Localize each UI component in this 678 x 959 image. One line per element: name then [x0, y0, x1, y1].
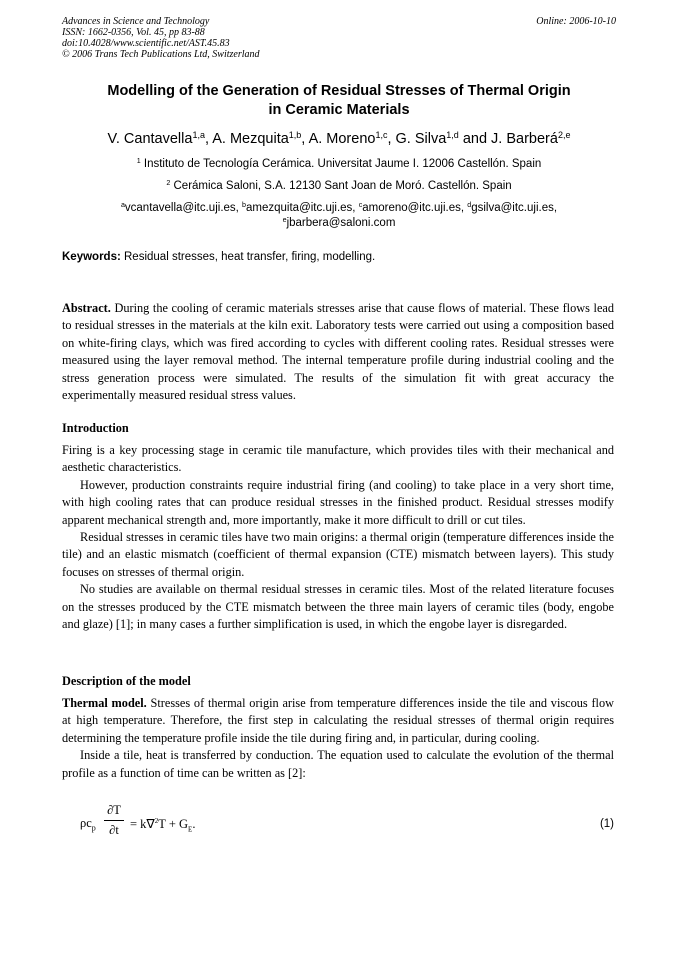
online-date: Online: 2006-10-10: [536, 16, 616, 27]
copyright-line: © 2006 Trans Tech Publications Ltd, Switzerland: [62, 49, 260, 60]
abstract-text: During the cooling of ceramic materials stresses arise that cause flows of material. These flows lead to residual stresses in the materials at the kiln exit. Laboratory tests were carried out using a composition based on white-firing clays, which was fired according to cycles with different cooling rates. Residual stresses were measured using the layer removal method. The internal temperature profile during industrial cooling and the stress generation process were simulated. The results of the simulation fit with great accuracy the experimentally measured residual stress values.: [62, 301, 615, 403]
author: V. Cantavella$^{1,a}$,: [107, 130, 213, 147]
email: $^b$amezquita@itc.uji.es,: [242, 201, 359, 214]
author: G. Silva$^{1,d}$ and: [395, 130, 492, 147]
affiliation-1: $^1$ Instituto de Tecnología Cerámica. Universitat Jaume I. 12006 Castellón. Spain: [136, 157, 542, 170]
journal-header: [62, 16, 616, 60]
journal-name: Advances in Science and Technology: [62, 16, 210, 27]
model-description-body: [62, 695, 614, 782]
author: A. Moreno$^{1,c}$,: [308, 130, 396, 147]
paragraph: Thermal model. Stresses of thermal origin arise from temperature differences inside the tile and viscous flow at high temperature. Therefore, the first step in calculating the residual stresses of thermal origin requires determining the temperature profile inside the tile during firing and, in particular, during cooling.: [62, 696, 615, 745]
paragraph: No studies are available on thermal residual stresses in ceramic tiles. Most of the related literature focuses on the stresses produced by the CTE mismatch between the three main layers of ceramic tiles (body, engobe and glaze) [1]; in many cases a further simplification is used, in which the engobe layer is disregarded.: [62, 582, 614, 632]
keywords-text: Residual stresses, heat transfer, firing, modelling.: [124, 251, 376, 263]
paper-title: [62, 82, 616, 119]
introduction-heading: Introduction: [62, 421, 129, 435]
email: $^a$vcantavella@itc.uji.es,: [120, 201, 243, 214]
email: $^d$gsilva@itc.uji.es,: [467, 201, 558, 214]
equation-lhs: $\rho c_p$: [80, 816, 96, 833]
equation-number: (1): [599, 818, 614, 830]
keywords-label: Keywords:: [62, 251, 121, 263]
abstract: [62, 300, 614, 404]
introduction-body: [62, 442, 614, 633]
title-line-2: in Ceramic Materials: [268, 101, 410, 118]
paragraph: Inside a tile, heat is transferred by conduction. The equation used to calculate the evolution of the thermal profile as a function of time can be written as [2]:: [62, 748, 614, 780]
equation-fraction: ∂T ∂t: [104, 802, 124, 839]
equation-rhs: = $k\nabla^2T + G_E$.: [130, 816, 196, 834]
thermal-model-label: Thermal model.: [62, 696, 147, 710]
issn-line: ISSN: 1662-0356, Vol. 45, pp 83-88: [62, 27, 205, 38]
author: A. Mezquita$^{1,b}$,: [212, 130, 309, 147]
affiliation-2: $^2$ Cerámica Saloni, S.A. 12130 Sant Joan de Moró. Castellón. Spain: [166, 179, 512, 192]
heat-equation: [80, 802, 380, 846]
title-line-1: Modelling of the Generation of Residual Stresses of Thermal Origin: [107, 83, 571, 99]
author-list: [62, 129, 616, 149]
abstract-label: Abstract.: [62, 301, 111, 315]
paragraph: However, production constraints require industrial firing (and cooling) to take place in a very short time, with high cooling rates that can produce residual stresses in the finished product. Residual stresses modify apparent mechanical strength and, more importantly, make it more difficult to drill or cut tiles.: [62, 477, 614, 527]
author: J. Barberá$^{2,e}$: [491, 130, 571, 147]
email: $^e$jbarbera@saloni.com: [282, 216, 396, 229]
model-description-heading: Description of the model: [62, 674, 191, 688]
doi-line: doi:10.4028/www.scientific.net/AST.45.83: [62, 38, 230, 49]
paragraph: Firing is a key processing stage in ceramic tile manufacture, which provides tiles with their mechanical and aesthetic characteristics.: [62, 443, 614, 475]
paragraph: Residual stresses in ceramic tiles have two main origins: a thermal origin (temperature differences inside the tile) and an elastic mismatch (coefficient of thermal expansion (CTE) mismatch between layers). This study focuses on stresses of thermal origin.: [62, 530, 614, 579]
keywords: [62, 250, 616, 264]
email: $^c$amoreno@itc.uji.es,: [358, 201, 468, 214]
email-list: [62, 201, 616, 231]
